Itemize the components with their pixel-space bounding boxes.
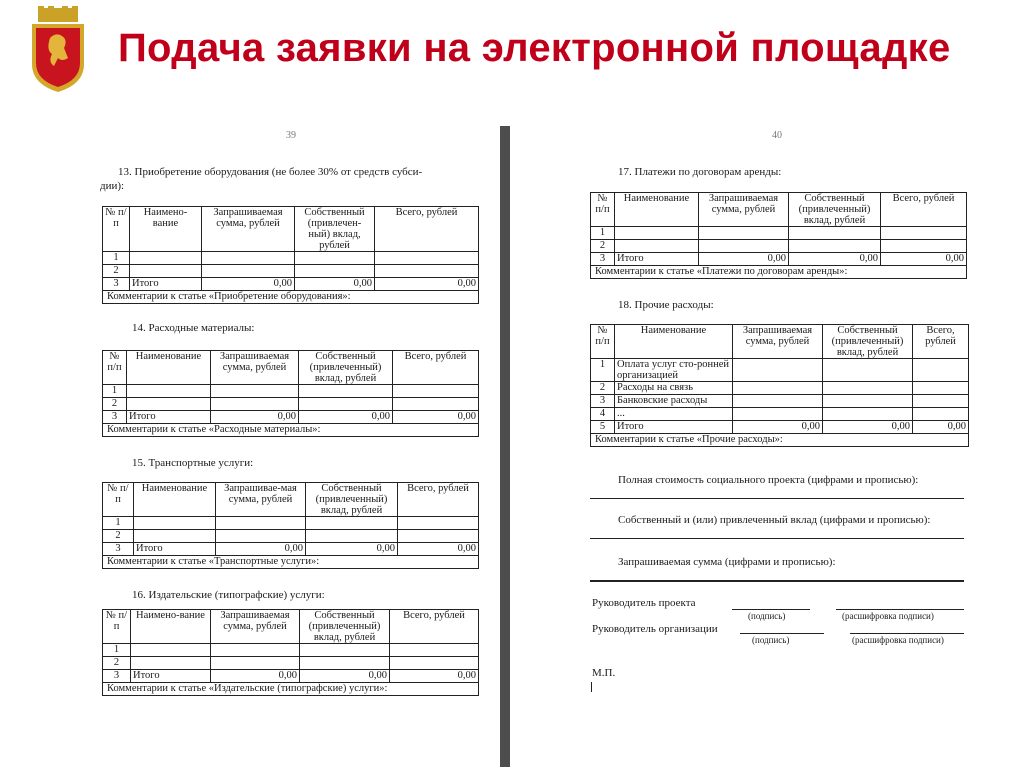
section-heading: 18. Прочие расходы: (618, 299, 714, 311)
section-heading: 13. Приобретение оборудования (не более 30% от средств субси- (118, 166, 423, 178)
org-head-signature-line (740, 633, 824, 634)
table-cell: Итого (134, 543, 216, 556)
column-header: Всего, рублей (913, 325, 969, 359)
comment-cell: Комментарии к статье «Прочие расходы»: (591, 434, 969, 447)
column-header: № п/п (103, 610, 131, 644)
table-cell: Итого (127, 411, 211, 424)
project-head-decode-line (836, 609, 964, 610)
table-cell (306, 517, 398, 530)
table-cell: 0,00 (211, 670, 300, 683)
column-header: Наимено-вание (130, 207, 202, 252)
page-divider (500, 126, 510, 767)
stamp-label: М.П. (592, 667, 616, 679)
slide-header (0, 0, 1024, 100)
table-cell (881, 240, 967, 253)
table-cell: Банковские расходы (615, 395, 733, 408)
column-header: Запрашиваемая сумма, рублей (733, 325, 823, 359)
table-cell (913, 382, 969, 395)
page-number: 39 (286, 130, 296, 141)
table-cell (881, 227, 967, 240)
column-header: Собственный (привлеченный) вклад, рублей (300, 610, 390, 644)
table-transport (102, 482, 479, 569)
table-cell: 0,00 (789, 253, 881, 266)
column-header: Всего, рублей (390, 610, 479, 644)
table-cell: 0,00 (202, 278, 295, 291)
table-cell (699, 227, 789, 240)
table-cell (733, 359, 823, 382)
table-cell: 1 (103, 252, 130, 265)
section-heading: 17. Платежи по договорам аренды: (618, 166, 782, 178)
table-cell (216, 517, 306, 530)
table-cell: 1 (591, 359, 615, 382)
table-cell (733, 382, 823, 395)
section-heading: 16. Издательские (типографские) услуги: (132, 589, 325, 601)
table-header-row (103, 351, 479, 385)
column-header: Запрашиваемая сумма, рублей (211, 351, 299, 385)
column-header: Всего, рублей (881, 193, 967, 227)
column-header: № п/п (103, 207, 130, 252)
table-cell: 3 (591, 395, 615, 408)
page-title: Подача заявки на электронной площадке (118, 26, 951, 70)
comment-row (103, 556, 479, 569)
table-cell: 2 (103, 657, 131, 670)
table-cell: 3 (103, 411, 127, 424)
column-header: Наименование (615, 325, 733, 359)
table-cell: 0,00 (390, 670, 479, 683)
own-contribution-label: Собственный и (или) привлеченный вклад (цифрами и прописью): (618, 514, 931, 526)
table-cell (202, 265, 295, 278)
table-cell (615, 240, 699, 253)
requested-sum-label: Запрашиваемая сумма (цифрами и прописью): (618, 556, 836, 568)
column-header: № п/п (591, 325, 615, 359)
table-cell: Расходы на связь (615, 382, 733, 395)
table-row (103, 517, 479, 530)
section-heading: 15. Транспортные услуги: (132, 457, 254, 469)
table-cell (375, 265, 479, 278)
table-row (591, 253, 967, 266)
table-row (591, 395, 969, 408)
table-cell: 0,00 (733, 421, 823, 434)
column-header: № п/п (591, 193, 615, 227)
table-header-row (103, 483, 479, 517)
project-head-signature-line (732, 609, 810, 610)
table-row (103, 398, 479, 411)
table-cell (127, 385, 211, 398)
comment-cell: Комментарии к статье «Транспортные услуги»: (103, 556, 479, 569)
table-cell (131, 644, 211, 657)
table-row (103, 252, 479, 265)
comment-cell: Комментарии к статье «Расходные материалы»: (103, 424, 479, 437)
table-cell (134, 530, 216, 543)
table-cell: Оплата услуг сто-ронней организацией (615, 359, 733, 382)
column-header: Собственный (привлеченный) вклад, рублей (306, 483, 398, 517)
table-cell (295, 252, 375, 265)
column-header: Всего, рублей (375, 207, 479, 252)
table-row (103, 411, 479, 424)
comment-cell: Комментарии к статье «Приобретение оборудования»: (103, 291, 479, 304)
table-cell: 4 (591, 408, 615, 421)
table-cell (130, 252, 202, 265)
table-cell: Итого (131, 670, 211, 683)
table-cell: 0,00 (398, 543, 479, 556)
column-header: Собственный (привлеченный) вклад, рублей (823, 325, 913, 359)
table-cell: 3 (103, 670, 131, 683)
table-cell (300, 657, 390, 670)
table-cell: 0,00 (393, 411, 479, 424)
page-number: 40 (772, 130, 782, 141)
table-cell (615, 227, 699, 240)
table-cell (130, 265, 202, 278)
table-cell (127, 398, 211, 411)
table-cell (789, 240, 881, 253)
table-other (590, 324, 969, 447)
table-cell: 0,00 (211, 411, 299, 424)
comment-row (103, 424, 479, 437)
table-row (591, 359, 969, 382)
table-row (103, 670, 479, 683)
table-cell (131, 657, 211, 670)
table-cell (823, 408, 913, 421)
table-cell (375, 252, 479, 265)
table-cell: Итого (615, 253, 699, 266)
total-cost-label: Полная стоимость социального проекта (цифрами и прописью): (618, 474, 919, 486)
table-cell (216, 530, 306, 543)
table-cell: 3 (103, 278, 130, 291)
table-cell (306, 530, 398, 543)
coat-of-arms-icon (30, 6, 86, 92)
table-cell: 3 (103, 543, 134, 556)
org-head-label: Руководитель организации (592, 623, 718, 635)
table-cell (295, 265, 375, 278)
table-cell (211, 644, 300, 657)
table-cell (134, 517, 216, 530)
column-header: № п/п (103, 483, 134, 517)
table-cell (390, 644, 479, 657)
table-cell: 0,00 (699, 253, 789, 266)
comment-row (591, 434, 969, 447)
table-cell (823, 395, 913, 408)
table-row (103, 385, 479, 398)
column-header: Всего, рублей (393, 351, 479, 385)
table-cell: 0,00 (823, 421, 913, 434)
column-header: Наименование (615, 193, 699, 227)
table-cell: 0,00 (300, 670, 390, 683)
table-row (591, 408, 969, 421)
table-cell (913, 408, 969, 421)
column-header: Запрашиваемая сумма, рублей (211, 610, 300, 644)
table-cell: 1 (103, 517, 134, 530)
total-cost-line (590, 498, 964, 499)
table-cell: 0,00 (881, 253, 967, 266)
table-cell: 1 (103, 385, 127, 398)
table-cell (202, 252, 295, 265)
table-row (103, 543, 479, 556)
table-cell: 5 (591, 421, 615, 434)
table-row (591, 227, 967, 240)
table-rent (590, 192, 967, 279)
table-cell: 0,00 (299, 411, 393, 424)
column-header: Собственный (привлеченный) вклад, рублей (299, 351, 393, 385)
table-cell (211, 398, 299, 411)
table-cell: 0,00 (216, 543, 306, 556)
table-cell: 3 (591, 253, 615, 266)
table-row (103, 278, 479, 291)
table-row (591, 421, 969, 434)
signature-caption: (подпись) (752, 635, 790, 645)
table-cell (823, 359, 913, 382)
column-header: Собственный (привлеченный) вклад, рублей (789, 193, 881, 227)
table-cell (733, 395, 823, 408)
table-cell (913, 359, 969, 382)
table-cell: 2 (103, 398, 127, 411)
table-cell: 2 (103, 530, 134, 543)
table-cell: 1 (591, 227, 615, 240)
table-materials (102, 350, 479, 437)
requested-sum-line (590, 580, 964, 582)
section-heading: 14. Расходные материалы: (132, 322, 255, 334)
table-row (591, 240, 967, 253)
table-cell (789, 227, 881, 240)
comment-cell: Комментарии к статье «Издательские (типографские) услуги»: (103, 683, 479, 696)
org-head-decode-line (850, 633, 964, 634)
comment-row (591, 266, 967, 279)
signature-caption: (подпись) (748, 611, 786, 621)
table-cell: 2 (591, 240, 615, 253)
table-cell: 0,00 (295, 278, 375, 291)
table-header-row (591, 325, 969, 359)
table-header-row (103, 207, 479, 252)
table-cell (390, 657, 479, 670)
table-publishing (102, 609, 479, 696)
column-header: № п/п (103, 351, 127, 385)
own-contribution-line (590, 538, 964, 539)
table-cell (733, 408, 823, 421)
project-head-label: Руководитель проекта (592, 597, 696, 609)
table-cell (211, 657, 300, 670)
table-header-row (591, 193, 967, 227)
table-row (103, 657, 479, 670)
table-cell (211, 385, 299, 398)
decode-caption: (расшифровка подписи) (852, 635, 944, 645)
column-header: Запрашиваемая сумма, рублей (699, 193, 789, 227)
table-row (103, 265, 479, 278)
comment-cell: Комментарии к статье «Платежи по договорам аренды»: (591, 266, 967, 279)
column-header: Всего, рублей (398, 483, 479, 517)
table-row (103, 644, 479, 657)
comment-row (103, 291, 479, 304)
column-header: Наименование (127, 351, 211, 385)
table-row (591, 382, 969, 395)
table-cell (300, 644, 390, 657)
column-header: Наименование (134, 483, 216, 517)
text-cursor (591, 682, 592, 692)
comment-row (103, 683, 479, 696)
table-cell (299, 398, 393, 411)
table-cell: 0,00 (913, 421, 969, 434)
table-cell (398, 530, 479, 543)
column-header: Собственный (привлечен-ный) вклад, рублей (295, 207, 375, 252)
table-cell: 1 (103, 644, 131, 657)
table-cell: 0,00 (375, 278, 479, 291)
table-cell: ... (615, 408, 733, 421)
table-cell: 2 (591, 382, 615, 395)
table-equipment (102, 206, 479, 304)
table-cell: Итого (130, 278, 202, 291)
table-cell: 0,00 (306, 543, 398, 556)
table-cell: 2 (103, 265, 130, 278)
table-cell (398, 517, 479, 530)
table-row (103, 530, 479, 543)
table-cell (699, 240, 789, 253)
table-cell (393, 398, 479, 411)
table-header-row (103, 610, 479, 644)
section-heading-cont: дии): (100, 180, 125, 192)
table-cell (823, 382, 913, 395)
table-cell (299, 385, 393, 398)
column-header: Наимено-вание (131, 610, 211, 644)
decode-caption: (расшифровка подписи) (842, 611, 934, 621)
column-header: Запрашиваемая сумма, рублей (202, 207, 295, 252)
table-cell (393, 385, 479, 398)
table-cell: Итого (615, 421, 733, 434)
column-header: Запрашивае-мая сумма, рублей (216, 483, 306, 517)
table-cell (913, 395, 969, 408)
